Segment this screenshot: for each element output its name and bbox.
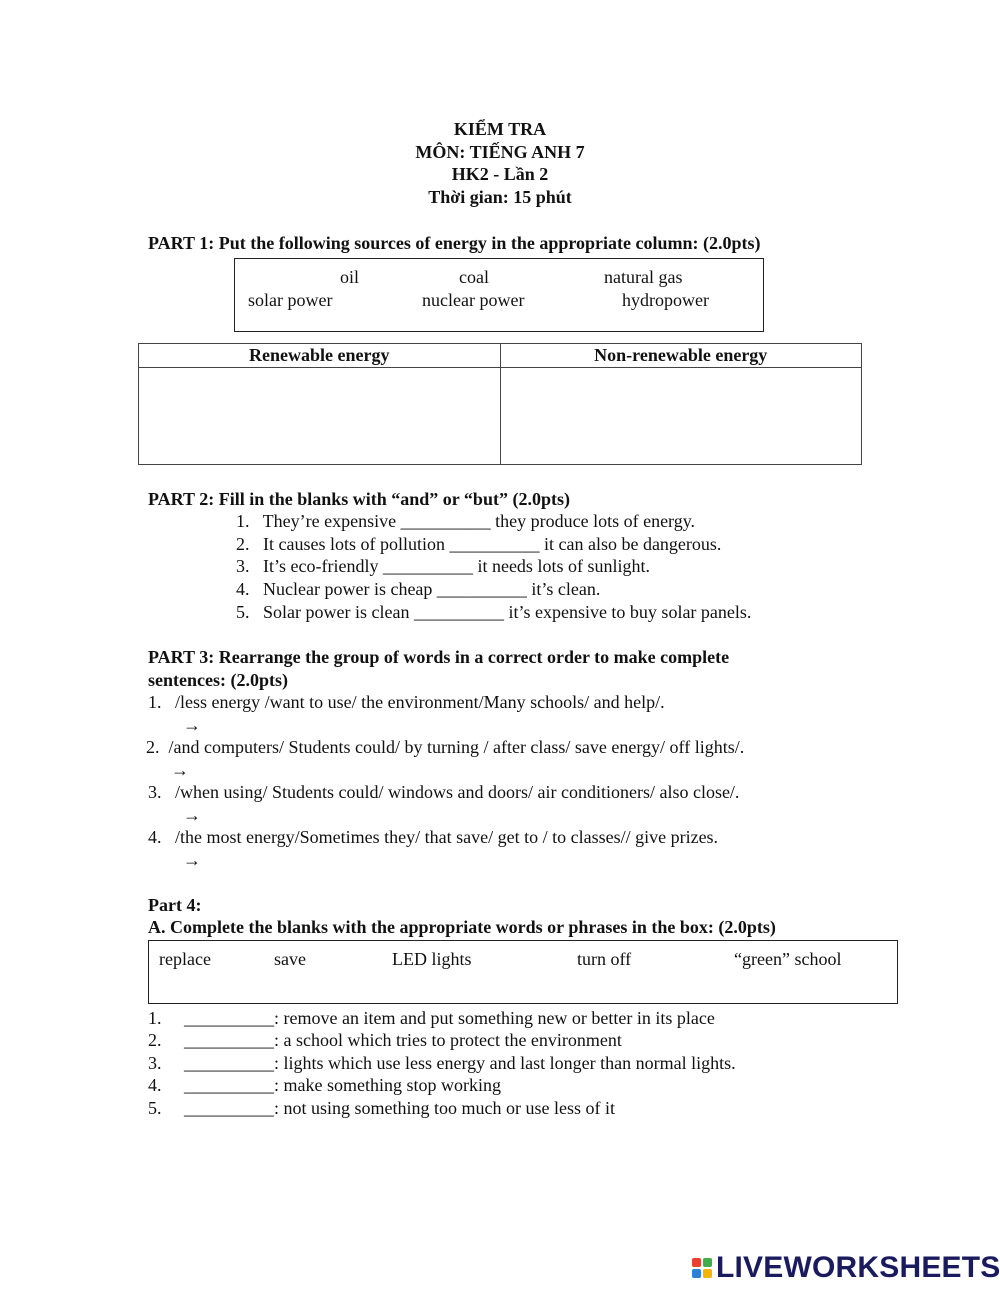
- word-coal[interactable]: coal: [459, 267, 489, 287]
- part2-item[interactable]: 5. Solar power is clean __________ it’s expensive to buy solar panels.: [236, 602, 752, 622]
- part1-title: PART 1: Put the following sources of energy in the appropriate column: (2.0pts): [148, 233, 761, 253]
- word-natural-gas[interactable]: natural gas: [604, 267, 683, 287]
- answer-arrow[interactable]: →: [183, 850, 201, 870]
- word-turn-off: turn off: [577, 949, 632, 969]
- logo-blocks-icon: [692, 1258, 712, 1278]
- energy-table: [138, 343, 862, 465]
- nonrenewable-header: Non-renewable energy: [500, 344, 862, 368]
- brand-name: LIVEWORKSHEETS: [716, 1251, 1000, 1284]
- word-hydropower[interactable]: hydropower: [622, 290, 709, 310]
- nonrenewable-drop-zone[interactable]: [500, 367, 862, 464]
- part4-item[interactable]: 5. __________: not using something too much or use less of it: [148, 1098, 615, 1118]
- part3-title-cont: sentences: (2.0pts): [148, 670, 288, 690]
- part4-item[interactable]: 2. __________: a school which tries to protect the environment: [148, 1030, 622, 1050]
- part2-item[interactable]: 1. They’re expensive __________ they produce lots of energy.: [236, 511, 696, 531]
- answer-arrow[interactable]: →: [183, 715, 201, 735]
- word-nuclear-power[interactable]: nuclear power: [422, 290, 525, 310]
- part3-item: 2. /and computers/ Students could/ by turning / after class/ save energy/ off lights/.: [146, 737, 745, 757]
- word-oil[interactable]: oil: [340, 267, 360, 287]
- word-green-school: “green” school: [734, 949, 842, 969]
- test-title: KIỂM TRA: [453, 119, 547, 139]
- part4-title: Part 4:: [148, 895, 202, 915]
- part2-item[interactable]: 4. Nuclear power is cheap __________ it’s clean.: [236, 579, 601, 599]
- word-replace: replace: [159, 949, 211, 969]
- part2-item[interactable]: 3. It’s eco-friendly __________ it needs lots of sunlight.: [236, 556, 650, 576]
- word-led-lights: LED lights: [392, 949, 472, 969]
- part3-item: 4. /the most energy/Sometimes they/ that save/ get to / to classes// give prizes.: [148, 827, 719, 847]
- part3-title: PART 3: Rearrange the group of words in a correct order to make complete: [148, 647, 730, 667]
- word-solar-power[interactable]: solar power: [248, 290, 333, 310]
- part3-item: 3. /when using/ Students could/ windows and doors/ air conditioners/ also close/.: [148, 782, 740, 802]
- part2-item[interactable]: 2. It causes lots of pollution __________ it can also be dangerous.: [236, 534, 722, 554]
- liveworksheets-logo[interactable]: [692, 1252, 1000, 1284]
- answer-arrow[interactable]: →: [183, 805, 201, 825]
- time-line: Thời gian: 15 phút: [428, 187, 572, 207]
- answer-arrow[interactable]: →: [171, 760, 189, 780]
- word-save: save: [274, 949, 306, 969]
- term-line: HK2 - Lần 2: [451, 164, 549, 184]
- part2-title: PART 2: Fill in the blanks with “and” or “but” (2.0pts): [148, 489, 570, 509]
- renewable-drop-zone[interactable]: [139, 367, 501, 464]
- renewable-header: Renewable energy: [139, 344, 501, 368]
- part3-item: 1. /less energy /want to use/ the environment/Many schools/ and help/.: [148, 692, 665, 712]
- subject-line: MÔN: TIẾNG ANH 7: [415, 142, 585, 162]
- part4-item[interactable]: 1. __________: remove an item and put something new or better in its place: [148, 1008, 715, 1028]
- part4-item[interactable]: 3. __________: lights which use less energy and last longer than normal lights.: [148, 1053, 736, 1073]
- part4-subtitle: A. Complete the blanks with the appropriate words or phrases in the box: (2.0pts): [148, 917, 776, 937]
- part4-item[interactable]: 4. __________: make something stop working: [148, 1075, 501, 1095]
